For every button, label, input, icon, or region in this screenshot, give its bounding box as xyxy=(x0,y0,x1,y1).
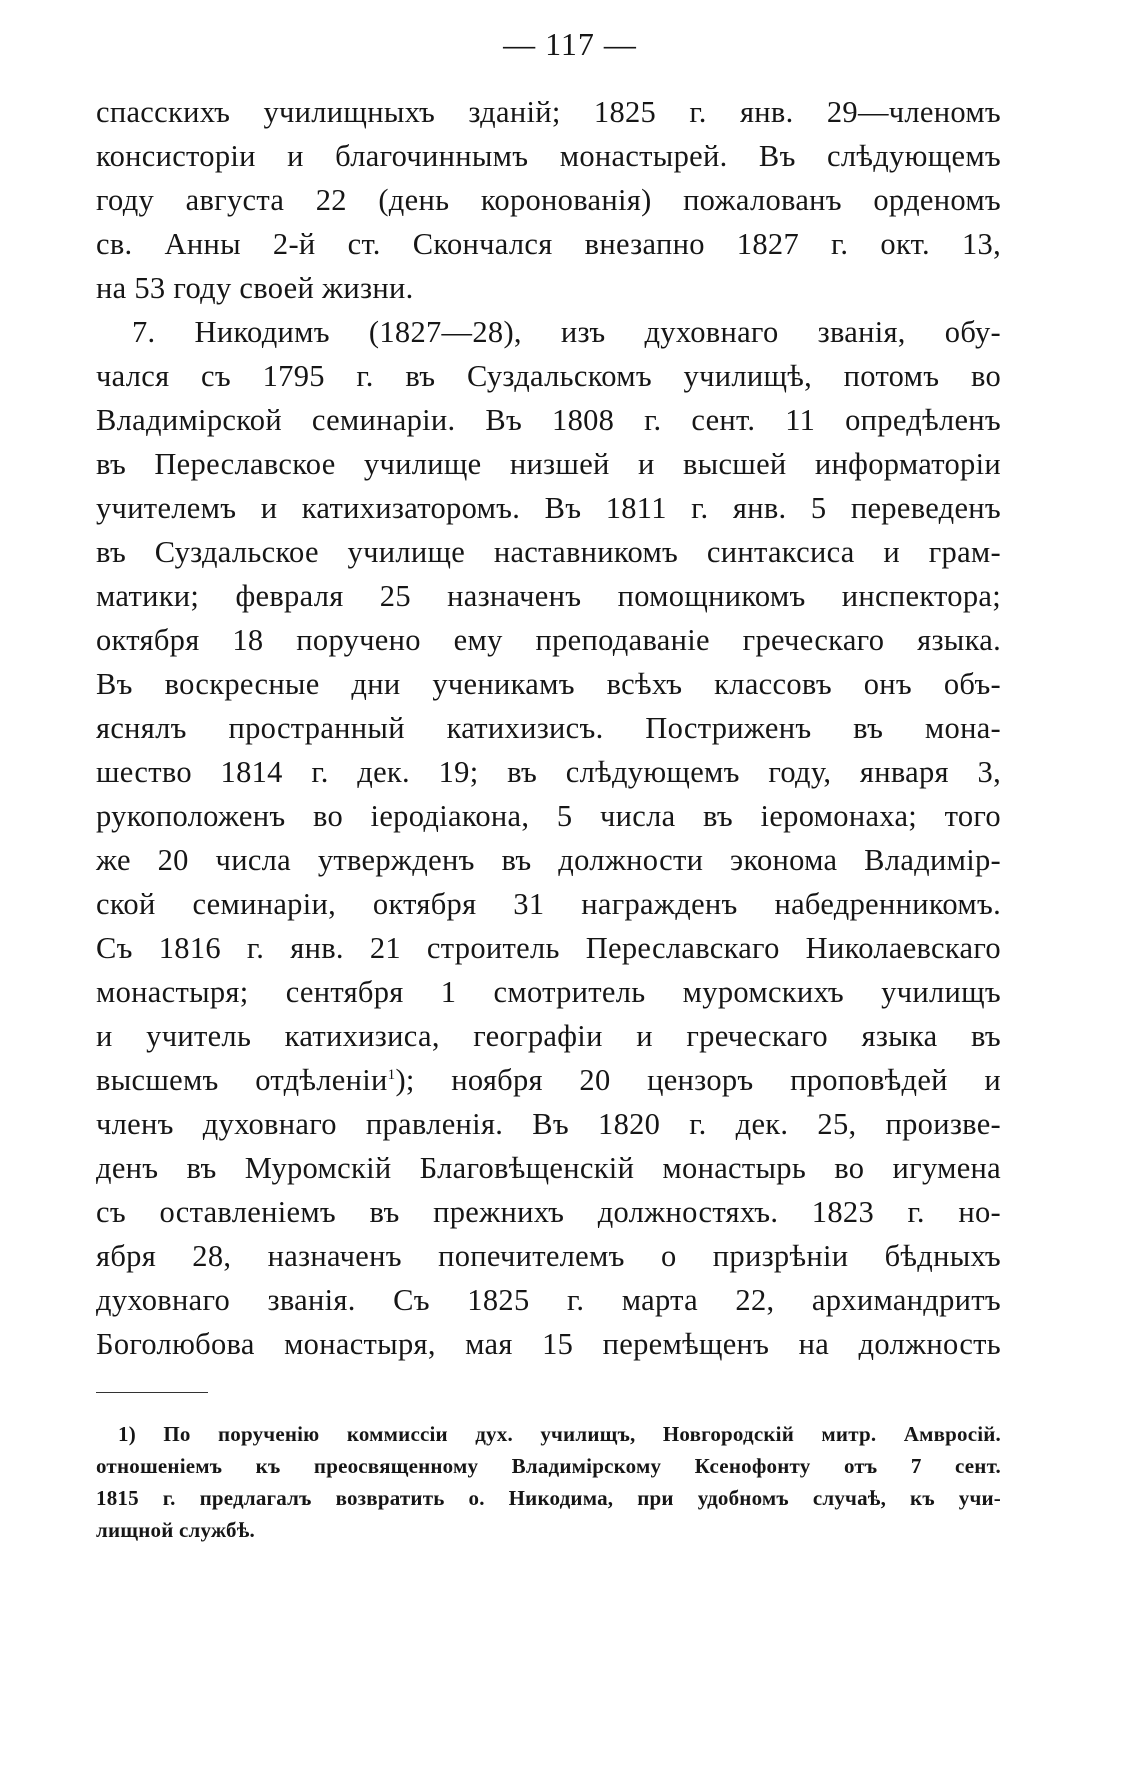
text-segment: высшемъ отдѣленіи xyxy=(96,1063,388,1097)
text-line: учителемъ и катихизаторомъ. Въ 1811 г. янв. 5 переведенъ xyxy=(96,491,1001,525)
text-line: же 20 числа утвержденъ въ должности эконома Владимір- xyxy=(96,843,1001,877)
text-line: спасскихъ училищныхъ зданій; 1825 г. янв. 29—членомъ xyxy=(96,95,1001,129)
footnote-line: лищной службѣ. xyxy=(96,1518,255,1542)
text-line: Въ воскресные дни ученикамъ всѣхъ классовъ онъ объ- xyxy=(96,667,1001,701)
footnote-ref-paren: ) xyxy=(395,1063,406,1097)
text-line: яснялъ пространный катихизисъ. Постриженъ въ мона- xyxy=(96,711,1001,745)
footnote-line: 1815 г. предлагалъ возвратить о. Никодима, при удобномъ случаѣ, къ учи- xyxy=(96,1486,1001,1510)
text-line: Боголюбова монастыря, мая 15 перемѣщенъ на должность xyxy=(96,1327,1001,1361)
text-line: 7. Никодимъ (1827—28), изъ духовнаго званія, обу- xyxy=(132,315,1001,349)
main-text xyxy=(96,90,1001,1366)
text-line: Владимірской семинаріи. Въ 1808 г. сент. 11 опредѣленъ xyxy=(96,403,1001,437)
footnote-line xyxy=(96,1418,1001,1450)
text-line: консисторіи и благочиннымъ монастырей. Въ слѣдующемъ xyxy=(96,139,1001,173)
text-line: св. Анны 2-й ст. Скончался внезапно 1827 г. окт. 13, xyxy=(96,227,1001,261)
footnote-marker: 1) xyxy=(118,1422,136,1446)
text-segment: ; ноября 20 цензоръ проповѣдей и xyxy=(405,1063,1001,1097)
text-line: рукоположенъ во іеродіакона, 5 числа въ іеромонаха; того xyxy=(96,799,1001,833)
text-line: въ Суздальское училище наставникомъ синтаксиса и грам- xyxy=(96,535,1001,569)
text-line: денъ въ Муромскій Благовѣщенскій монастырь во игумена xyxy=(96,1151,1001,1185)
text-line: матики; февраля 25 назначенъ помощникомъ инспектора; xyxy=(96,579,1001,613)
footnote-reference: 1 xyxy=(387,1066,396,1083)
text-line: членъ духовнаго правленія. Въ 1820 г. дек. 25, произве- xyxy=(96,1107,1001,1141)
text-line-with-footnote-ref xyxy=(96,1058,1001,1102)
text-line: году августа 22 (день коронованія) пожалованъ орденомъ xyxy=(96,183,1001,217)
text-line: духовнаго званія. Съ 1825 г. марта 22, архимандритъ xyxy=(96,1283,1001,1317)
text-line: шество 1814 г. дек. 19; въ слѣдующемъ году, января 3, xyxy=(96,755,1001,789)
footnote-divider xyxy=(96,1392,208,1393)
text-line: чался съ 1795 г. въ Суздальскомъ училищѣ, потомъ во xyxy=(96,359,1001,393)
text-line: въ Переславское училище низшей и высшей информаторіи xyxy=(96,447,1001,481)
text-line: съ оставленіемъ въ прежнихъ должностяхъ. 1823 г. но- xyxy=(96,1195,1001,1229)
footnote-text: По порученію коммиссіи дух. училищъ, Новгородскій митр. Амвросій. xyxy=(163,1422,1002,1446)
text-line: ской семинаріи, октября 31 награжденъ набедренникомъ. xyxy=(96,887,1001,921)
page-number: — 117 — xyxy=(503,26,637,62)
text-line: октября 18 поручено ему преподаваніе греческаго языка. xyxy=(96,623,1001,657)
footnote-line: отношеніемъ къ преосвященному Владимірскому Ксенофонту отъ 7 сент. xyxy=(96,1454,1001,1478)
text-line: ября 28, назначенъ попечителемъ о призрѣніи бѣдныхъ xyxy=(96,1239,1001,1273)
text-line: на 53 году своей жизни. xyxy=(96,271,414,305)
footnote xyxy=(96,1418,1001,1546)
text-line: Съ 1816 г. янв. 21 строитель Переславскаго Николаевскаго xyxy=(96,931,1001,965)
text-line: и учитель катихизиса, географіи и греческаго языка въ xyxy=(96,1019,1001,1053)
text-line: монастыря; сентября 1 смотритель муромскихъ училищъ xyxy=(96,975,1001,1009)
